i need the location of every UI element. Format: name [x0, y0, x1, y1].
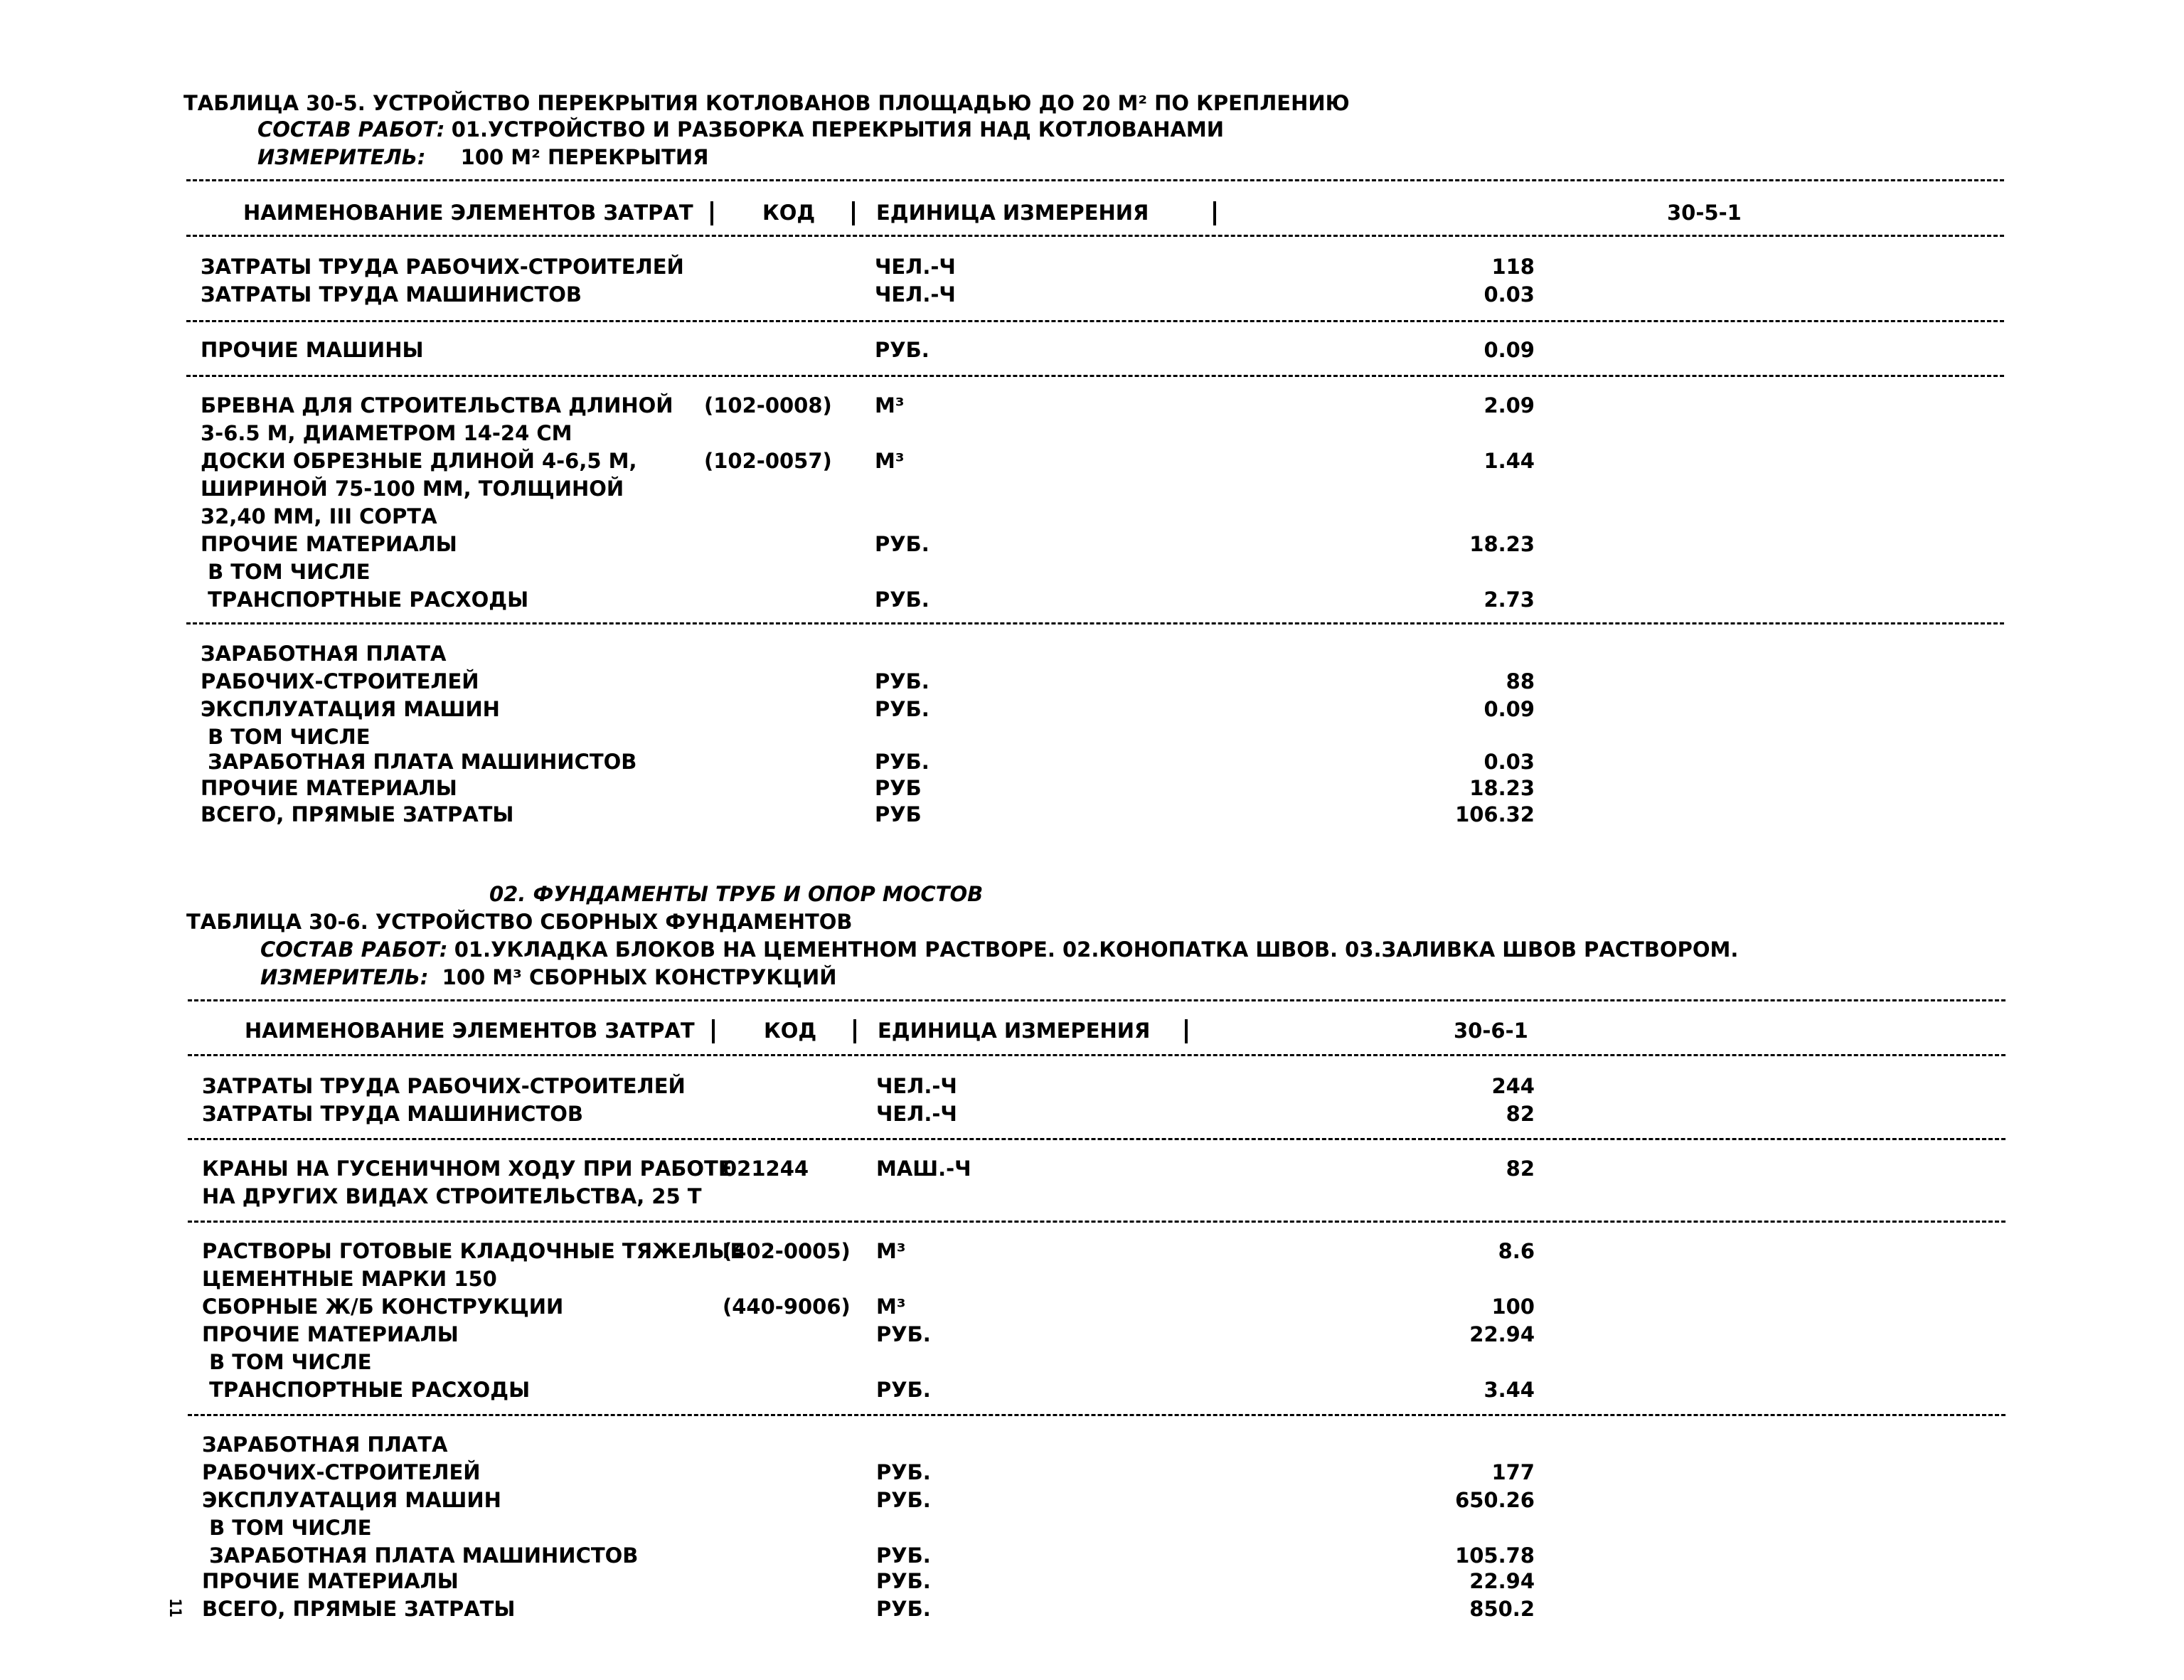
row-value: 0.03 [1483, 282, 1535, 307]
table6-work-label: СОСТАВ РАБОТ: [260, 937, 448, 962]
row-unit: РУБ. [876, 1597, 931, 1621]
row-code: (102-0008) [704, 393, 832, 418]
table6-col-name-header: НАИМЕНОВАНИЕ ЭЛЕМЕНТОВ ЗАТРАТ [245, 1019, 695, 1043]
row-code: 021244 [723, 1157, 809, 1181]
row-unit: М³ [876, 1239, 906, 1263]
column-separator [1185, 1019, 1188, 1043]
row-value: 0.09 [1483, 697, 1535, 721]
row-name: В ТОМ ЧИСЛЕ [202, 1350, 372, 1374]
row-unit: РУБ [875, 802, 922, 826]
table5-title: ТАБЛИЦА 30-5. УСТРОЙСТВО ПЕРЕКРЫТИЯ КОТЛОВАНОВ ПЛОЩАДЬЮ ДО 20 М² ПО КРЕПЛЕНИЮ [183, 91, 1350, 115]
divider [188, 1221, 2005, 1223]
table6-work [260, 937, 1738, 962]
row-value: 106.32 [1455, 802, 1535, 826]
column-separator [853, 1019, 856, 1043]
table5-work [257, 117, 1224, 142]
row-unit: РУБ. [875, 532, 929, 556]
row-unit: ЧЕЛ.-Ч [875, 282, 956, 307]
row-name: ЗАТРАТЫ ТРУДА РАБОЧИХ-СТРОИТЕЛЕЙ [202, 1074, 686, 1098]
row-name: В ТОМ ЧИСЛЕ [202, 1516, 372, 1540]
row-code: (102-0057) [704, 449, 832, 473]
table5-col-value-header: 30-5-1 [1667, 201, 1742, 225]
table6-measure-text: 100 М³ СБОРНЫХ КОНСТРУКЦИЙ [442, 965, 837, 989]
row-name: ПРОЧИЕ МАТЕРИАЛЫ [202, 1569, 459, 1593]
row-unit: РУБ. [875, 697, 929, 721]
row-value: 100 [1491, 1294, 1535, 1319]
row-value: 0.09 [1483, 338, 1535, 362]
row-name: БРЕВНА ДЛЯ СТРОИТЕЛЬСТВА ДЛИНОЙ [201, 393, 673, 418]
row-value: 18.23 [1469, 532, 1535, 556]
row-name: ВСЕГО, ПРЯМЫЕ ЗАТРАТЫ [201, 802, 514, 826]
row-unit: М³ [875, 393, 905, 418]
row-unit: РУБ. [876, 1488, 931, 1512]
row-name: РАБОЧИХ-СТРОИТЕЛЕЙ [201, 669, 479, 693]
table5-col-code-header: КОД [762, 201, 816, 225]
row-name: ЗАРАБОТНАЯ ПЛАТА [202, 1432, 448, 1457]
row-value: 850.2 [1469, 1597, 1535, 1621]
row-value: 1.44 [1483, 449, 1535, 473]
table6-col-unit-header: ЕДИНИЦА ИЗМЕРЕНИЯ [878, 1019, 1151, 1043]
table5-measure [257, 145, 709, 169]
row-name: ЗАРАБОТНАЯ ПЛАТА МАШИНИСТОВ [202, 1543, 639, 1568]
divider [186, 320, 2004, 322]
row-unit: РУБ. [875, 750, 929, 774]
row-value: 8.6 [1498, 1239, 1535, 1263]
row-unit: М³ [875, 449, 905, 473]
row-value: 82 [1506, 1102, 1535, 1126]
row-name: В ТОМ ЧИСЛЕ [201, 560, 371, 584]
row-unit: РУБ. [876, 1460, 931, 1484]
row-name: КРАНЫ НА ГУСЕНИЧНОМ ХОДУ ПРИ РАБОТЕ [202, 1157, 733, 1181]
table6-col-code-header: КОД [764, 1019, 817, 1043]
row-name: СБОРНЫЕ Ж/Б КОНСТРУКЦИИ [202, 1294, 564, 1319]
column-separator [710, 201, 713, 225]
row-name: ПРОЧИЕ МАТЕРИАЛЫ [201, 532, 457, 556]
table5-col-unit-header: ЕДИНИЦА ИЗМЕРЕНИЯ [876, 201, 1149, 225]
row-name: ЗАРАБОТНАЯ ПЛАТА МАШИНИСТОВ [201, 750, 637, 774]
column-separator [852, 201, 855, 225]
page-number: 11 [165, 1598, 183, 1617]
row-name: ВСЕГО, ПРЯМЫЕ ЗАТРАТЫ [202, 1597, 516, 1621]
row-value: 88 [1506, 669, 1535, 693]
row-name: ТРАНСПОРТНЫЕ РАСХОДЫ [201, 588, 529, 612]
row-value: 244 [1491, 1074, 1535, 1098]
divider [188, 999, 2005, 1001]
column-separator [712, 1019, 715, 1043]
row-value: 105.78 [1455, 1543, 1535, 1568]
row-value: 177 [1491, 1460, 1535, 1484]
table5-work-label: СОСТАВ РАБОТ: [257, 117, 445, 142]
row-name: ЭКСПЛУАТАЦИЯ МАШИН [201, 697, 500, 721]
row-name: ЗАРАБОТНАЯ ПЛАТА [201, 642, 447, 666]
row-value: 3.44 [1483, 1378, 1535, 1402]
row-value: 82 [1506, 1157, 1535, 1181]
row-value: 650.26 [1455, 1488, 1535, 1512]
row-name: ПРОЧИЕ МАТЕРИАЛЫ [201, 776, 457, 800]
table5-col-name-header: НАИМЕНОВАНИЕ ЭЛЕМЕНТОВ ЗАТРАТ [243, 201, 693, 225]
row-unit: ЧЕЛ.-Ч [876, 1074, 957, 1098]
divider [186, 179, 2004, 181]
row-unit: М³ [876, 1294, 906, 1319]
row-name: ЦЕМЕНТНЫЕ МАРКИ 150 [202, 1267, 497, 1291]
row-name: ПРОЧИЕ МАШИНЫ [201, 338, 424, 362]
divider [186, 235, 2004, 237]
table5-measure-text: 100 М² ПЕРЕКРЫТИЯ [460, 145, 709, 169]
row-unit: РУБ. [876, 1569, 931, 1593]
row-name: ШИРИНОЙ 75-100 ММ, ТОЛЩИНОЙ [201, 477, 624, 501]
table5-measure-label: ИЗМЕРИТЕЛЬ: [257, 145, 426, 169]
row-unit: ЧЕЛ.-Ч [875, 255, 956, 279]
divider [188, 1054, 2005, 1056]
row-name: ЗАТРАТЫ ТРУДА МАШИНИСТОВ [201, 282, 582, 307]
row-name: ПРОЧИЕ МАТЕРИАЛЫ [202, 1322, 459, 1346]
column-separator [1213, 201, 1216, 225]
divider [186, 375, 2004, 377]
row-value: 18.23 [1469, 776, 1535, 800]
table6-measure-label: ИЗМЕРИТЕЛЬ: [260, 965, 429, 989]
table6-work-text: 01.УКЛАДКА БЛОКОВ НА ЦЕМЕНТНОМ РАСТВОРЕ. 02.КОНОПАТКА ШВОВ. 03.ЗАЛИВКА ШВОВ РАСТВОРОМ. [454, 937, 1739, 962]
row-name: НА ДРУГИХ ВИДАХ СТРОИТЕЛЬСТВА, 25 Т [202, 1184, 702, 1208]
row-code: (402-0005) [723, 1239, 851, 1263]
row-value: 22.94 [1469, 1322, 1535, 1346]
table6-title: ТАБЛИЦА 30-6. УСТРОЙСТВО СБОРНЫХ ФУНДАМЕНТОВ [186, 910, 853, 934]
row-value: 2.73 [1483, 588, 1535, 612]
table5-work-text: 01.УСТРОЙСТВО И РАЗБОРКА ПЕРЕКРЫТИЯ НАД КОТЛОВАНАМИ [451, 117, 1225, 142]
row-value: 118 [1491, 255, 1535, 279]
row-unit: РУБ [875, 776, 922, 800]
row-name: В ТОМ ЧИСЛЕ [201, 725, 371, 749]
row-code: (440-9006) [723, 1294, 851, 1319]
row-unit: РУБ. [875, 669, 929, 693]
row-name: ДОСКИ ОБРЕЗНЫЕ ДЛИНОЙ 4-6,5 М, [201, 449, 637, 473]
row-unit: ЧЕЛ.-Ч [876, 1102, 957, 1126]
table6-col-value-header: 30-6-1 [1454, 1019, 1528, 1043]
row-name: ЗАТРАТЫ ТРУДА МАШИНИСТОВ [202, 1102, 583, 1126]
row-value: 0.03 [1483, 750, 1535, 774]
row-unit: РУБ. [875, 338, 929, 362]
row-unit: РУБ. [875, 588, 929, 612]
row-unit: РУБ. [876, 1543, 931, 1568]
row-unit: РУБ. [876, 1322, 931, 1346]
row-name: ЭКСПЛУАТАЦИЯ МАШИН [202, 1488, 501, 1512]
row-value: 22.94 [1469, 1569, 1535, 1593]
row-value: 2.09 [1483, 393, 1535, 418]
row-unit: МАШ.-Ч [876, 1157, 971, 1181]
section-heading: 02. ФУНДАМЕНТЫ ТРУБ И ОПОР МОСТОВ [489, 882, 984, 906]
row-name: РАСТВОРЫ ГОТОВЫЕ КЛАДОЧНЫЕ ТЯЖЕЛЫЕ [202, 1239, 745, 1263]
row-unit: РУБ. [876, 1378, 931, 1402]
divider [188, 1138, 2005, 1140]
row-name: 3-6.5 М, ДИАМЕТРОМ 14-24 СМ [201, 421, 572, 445]
divider [188, 1414, 2005, 1416]
table6-measure [260, 965, 836, 989]
row-name: 32,40 ММ, III СОРТА [201, 504, 437, 528]
divider [186, 622, 2004, 624]
row-name: РАБОЧИХ-СТРОИТЕЛЕЙ [202, 1460, 481, 1484]
row-name: ТРАНСПОРТНЫЕ РАСХОДЫ [202, 1378, 531, 1402]
row-name: ЗАТРАТЫ ТРУДА РАБОЧИХ-СТРОИТЕЛЕЙ [201, 255, 684, 279]
